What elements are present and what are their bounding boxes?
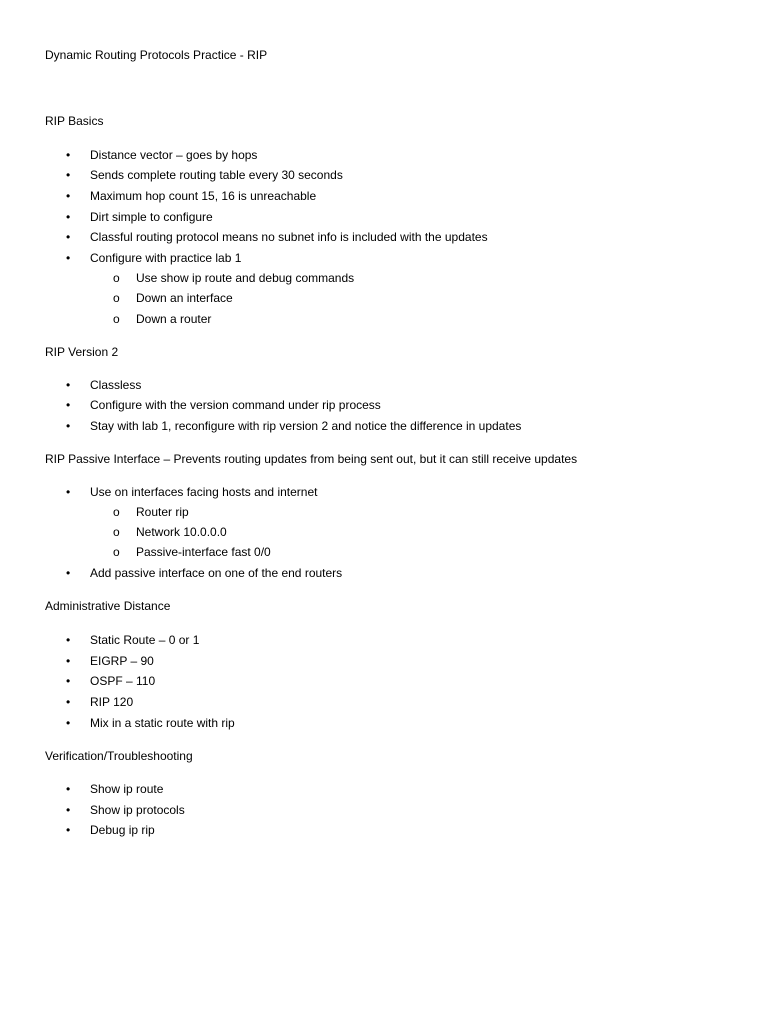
bullet-icon: • — [66, 378, 71, 392]
list-item-text: Show ip protocols — [90, 803, 185, 817]
list-item-text: Classful routing protocol means no subnet info is included with the updates — [90, 230, 488, 244]
sub-bullet-icon: o — [113, 525, 120, 539]
bullet-icon: • — [66, 803, 71, 817]
bullet-icon: • — [66, 674, 71, 688]
sub-bullet-icon: o — [113, 545, 120, 559]
bullet-icon: • — [66, 230, 71, 244]
sub-list-item-text: Network 10.0.0.0 — [136, 525, 227, 539]
list-item-text: Mix in a static route with rip — [90, 716, 235, 730]
sub-list-item-text: Down a router — [136, 312, 212, 326]
bullet-icon: • — [66, 633, 71, 647]
list-item-text: EIGRP – 90 — [90, 654, 154, 668]
list-item-text: Debug ip rip — [90, 823, 155, 837]
bullet-icon: • — [66, 148, 71, 162]
bullet-icon: • — [66, 485, 71, 499]
list-item-text: Dirt simple to configure — [90, 210, 213, 224]
document-title: Dynamic Routing Protocols Practice - RIP — [45, 48, 268, 62]
list-item-text: OSPF – 110 — [90, 674, 156, 688]
bullet-icon: • — [66, 782, 71, 796]
bullet-icon: • — [66, 210, 71, 224]
list-item-text: Distance vector – goes by hops — [90, 148, 258, 162]
list-item-text: Configure with practice lab 1 — [90, 251, 242, 265]
list-item-text: Show ip route — [90, 782, 164, 796]
bullet-icon: • — [66, 716, 71, 730]
bullet-icon: • — [66, 695, 71, 709]
bullet-icon: • — [66, 566, 71, 580]
sub-list-item-text: Use show ip route and debug commands — [136, 271, 355, 285]
section-heading-rip-version-2: RIP Version 2 — [45, 345, 119, 359]
section-heading-administrative-distance: Administrative Distance — [45, 599, 171, 613]
bullet-icon: • — [66, 251, 71, 265]
list-item-text: Static Route – 0 or 1 — [90, 633, 200, 647]
bullet-icon: • — [66, 189, 71, 203]
sub-bullet-icon: o — [113, 312, 120, 326]
sub-list-item-text: Router rip — [136, 505, 189, 519]
bullet-icon: • — [66, 168, 71, 182]
list-item-text: RIP 120 — [90, 695, 134, 709]
bullet-icon: • — [66, 654, 71, 668]
sub-list-item-text: Down an interface — [136, 291, 233, 305]
bullet-icon: • — [66, 419, 71, 433]
list-item-text: Configure with the version command under rip process — [90, 398, 381, 412]
bullet-icon: • — [66, 823, 71, 837]
sub-bullet-icon: o — [113, 291, 120, 305]
list-item-text: Add passive interface on one of the end routers — [90, 566, 343, 580]
list-item-text: Classless — [90, 378, 142, 392]
section-heading-rip-passive-interface: RIP Passive Interface – Prevents routing updates from being sent out, but it can still receive updates — [45, 452, 578, 466]
sub-bullet-icon: o — [113, 271, 120, 285]
list-item-text: Stay with lab 1, reconfigure with rip version 2 and notice the difference in updates — [90, 419, 522, 433]
bullet-icon: • — [66, 398, 71, 412]
sub-list-item-text: Passive-interface fast 0/0 — [136, 545, 271, 559]
section-heading-rip-basics: RIP Basics — [45, 114, 104, 128]
section-heading-verification-troubleshooting: Verification/Troubleshooting — [45, 749, 193, 763]
list-item-text: Maximum hop count 15, 16 is unreachable — [90, 189, 317, 203]
sub-bullet-icon: o — [113, 505, 120, 519]
list-item-text: Use on interfaces facing hosts and internet — [90, 485, 318, 499]
list-item-text: Sends complete routing table every 30 seconds — [90, 168, 343, 182]
